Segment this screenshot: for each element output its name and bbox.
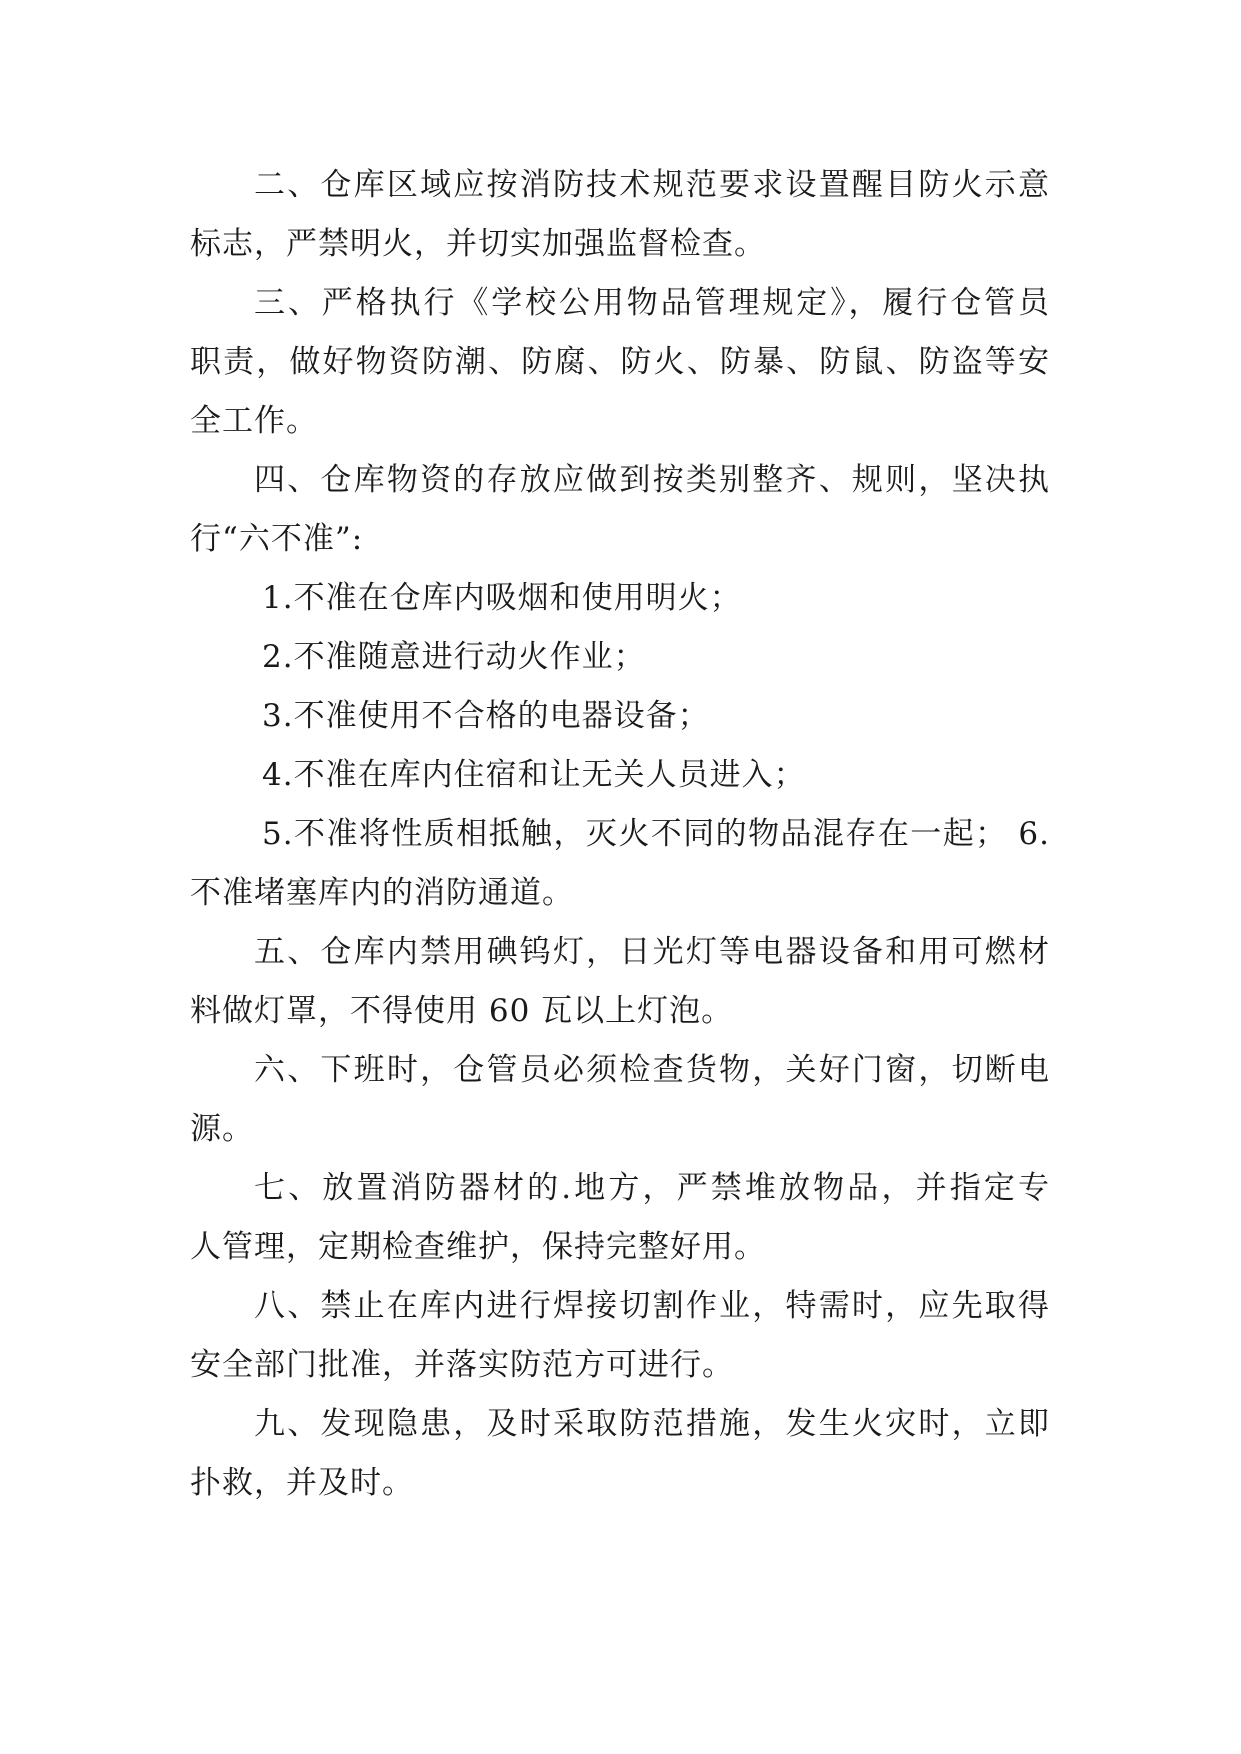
rule-item-5-line-1: 5.不准将性质相抵触，灭火不同的物品混存在一起； 6. (262, 816, 1050, 852)
paragraph-3-line-2: 职责，做好物资防潮、防腐、防火、防暴、防鼠、防盗等安 (190, 344, 1050, 380)
rule-item-4: 4.不准在库内住宿和让无关人员进入； (262, 757, 806, 793)
paragraph-4-line-2: 行“六不准”: (190, 521, 364, 557)
paragraph-7-line-1: 七、放置消防器材的.地方，严禁堆放物品，并指定专 (254, 1170, 1050, 1206)
paragraph-3-line-3: 全工作。 (190, 403, 318, 439)
paragraph-8-line-2: 安全部门批准，并落实防范方可进行。 (190, 1347, 734, 1383)
paragraph-9-line-1: 九、发现隐患，及时采取防范措施，发生火灾时，立即 (254, 1406, 1050, 1442)
paragraph-5-line-2: 料做灯罩，不得使用 60 瓦以上灯泡。 (190, 993, 734, 1029)
paragraph-5-line-1: 五、仓库内禁用碘钨灯，日光灯等电器设备和用可燃材 (254, 934, 1050, 970)
paragraph-9-line-2: 扑救，并及时。 (190, 1465, 414, 1501)
rule-item-3: 3.不准使用不合格的电器设备； (262, 698, 710, 734)
paragraph-4-line-1: 四、仓库物资的存放应做到按类别整齐、规则，坚决执 (254, 462, 1050, 498)
paragraph-7-line-2: 人管理，定期检查维护，保持完整好用。 (190, 1229, 766, 1265)
rule-item-1: 1.不准在仓库内吸烟和使用明火； (262, 580, 742, 616)
paragraph-2-line-2: 标志，严禁明火，并切实加强监督检查。 (190, 226, 766, 262)
rule-item-5-line-2: 不准堵塞库内的消防通道。 (190, 875, 574, 911)
rule-item-2: 2.不准随意进行动火作业； (262, 639, 646, 675)
paragraph-6-line-2: 源。 (190, 1111, 254, 1147)
paragraph-6-line-1: 六、下班时，仓管员必须检查货物，关好门窗，切断电 (254, 1052, 1050, 1088)
paragraph-2-line-1: 二、仓库区域应按消防技术规范要求设置醒目防火示意 (254, 167, 1050, 203)
paragraph-3-line-1: 三、严格执行《学校公用物品管理规定》，履行仓管员 (254, 285, 1050, 321)
paragraph-8-line-1: 八、禁止在库内进行焊接切割作业，特需时，应先取得 (254, 1288, 1050, 1324)
